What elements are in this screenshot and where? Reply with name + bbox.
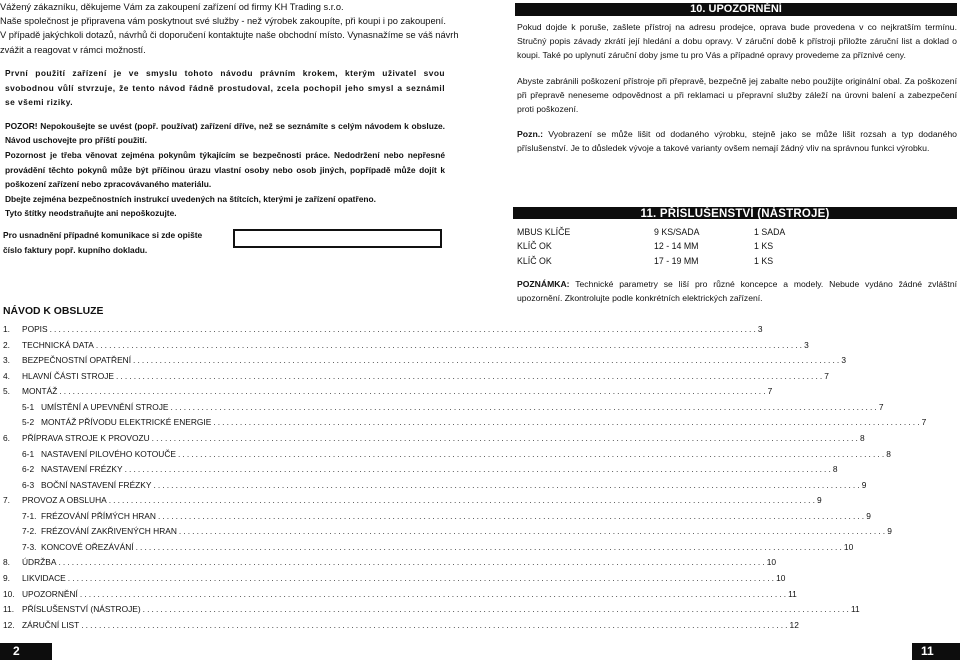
toc-item[interactable] xyxy=(3,540,854,556)
toc-item-number: 6-2 xyxy=(22,464,35,475)
toc-item[interactable] xyxy=(3,555,777,571)
toc-dot-leader: ................................................................................................................................................................ xyxy=(124,464,833,475)
toc-item-label: BOČNÍ NASTAVENÍ FRÉZKY xyxy=(41,479,152,490)
toc-item[interactable] xyxy=(3,462,838,478)
table-cell: 1 SADA xyxy=(754,227,786,237)
toc-item-label: TECHNICKÁ DATA xyxy=(22,339,94,350)
first-use-statement: První použití zařízení je ve smyslu tohoto návodu právním krokem, kterým uživatel svou svobodnou vůlí stvrzuje, že tento návod řádně prostudoval, zcela pochopil jeho smysl a seznámil se všemi riziky. xyxy=(5,68,445,108)
toc-item-page: 12 xyxy=(789,619,799,630)
intro-text xyxy=(0,0,460,57)
toc-item-page: 9 xyxy=(861,479,867,490)
toc-item-label: FRÉZOVÁNÍ PŘÍMÝCH HRAN xyxy=(41,510,156,521)
toc-item-page: 7 xyxy=(921,417,927,428)
toc-dot-leader: ................................................................................................................................................................ xyxy=(177,448,887,459)
toc-item[interactable] xyxy=(3,602,860,618)
toc-item[interactable] xyxy=(3,400,884,416)
toc-dot-leader: ................................................................................................................................................................ xyxy=(59,386,768,397)
toc-item-number: 7-3. xyxy=(22,541,37,552)
toc-dot-leader: ................................................................................................................................................................ xyxy=(108,495,818,506)
toc-dot-leader: ................................................................................................................................................................ xyxy=(67,573,777,583)
table-cell: 1 KS xyxy=(754,255,774,266)
toc-item-number: 11. xyxy=(3,604,15,615)
upozorneni-text xyxy=(517,20,957,167)
table-cell: 1 KS xyxy=(754,241,774,252)
toc-item-number: 7. xyxy=(3,495,10,506)
toc-dot-leader: ................................................................................................................................................................ xyxy=(81,619,790,630)
toc-dot-leader: ................................................................................................................................................................ xyxy=(135,541,844,552)
toc-item[interactable] xyxy=(3,524,892,540)
toc-item-number: 5-1 xyxy=(22,401,35,412)
invoice-label: Pro usnadnění případné komunikace si zde opište číslo faktury popř. kupního dokladu. xyxy=(3,230,203,255)
attention-warning: Pozornost je třeba věnovat zejména pokynům týkajícím se bezpečnosti práce. Nedodržení nebo nepřesné provádění těchto pokynů může být příčinou úrazu vlastní osoby nebo osob jiných, popřípadě může dojít k poškození zařízení nebo zpracovávaného materiálu. xyxy=(5,149,445,190)
intro-line: zvážit a reagovat v rámci možností. xyxy=(0,44,146,55)
invoice-number-box[interactable] xyxy=(233,229,442,248)
section-heading-accessories: 11. PŘÍSLUŠENSTVÍ (NÁSTROJE) xyxy=(513,207,957,219)
toc-item-label: LIKVIDACE xyxy=(22,573,66,583)
toc-item-number: 8. xyxy=(3,557,10,568)
toc-item[interactable] xyxy=(3,571,786,587)
page-number-left: 2 xyxy=(0,643,52,660)
note-paragraph xyxy=(517,127,957,155)
toc-dot-leader: ................................................................................................................................................................ xyxy=(142,604,851,615)
toc-dot-leader: ................................................................................................................................................................ xyxy=(153,479,862,490)
toc-item[interactable] xyxy=(3,384,773,400)
note-text: Vyobrazení se může lišit od dodaného výrobku, stejně jako se může lišit rozsah a typ dodaného příslušenství. Je to důsledek vývoje a takové varianty ovšem nemají žádný vliv na správnou funkci výrobku. xyxy=(517,129,957,154)
table-row xyxy=(517,225,785,239)
toc-item-number: 3. xyxy=(3,355,10,366)
toc-item-number: 6-3 xyxy=(22,479,35,490)
toc-item-label: NASTAVENÍ PILOVÉHO KOTOUČE xyxy=(41,448,176,459)
toc-item[interactable] xyxy=(3,353,847,369)
table-row xyxy=(517,239,785,253)
toc-dot-leader: ................................................................................................................................................................ xyxy=(49,324,758,334)
note-text: Technické parametry se liší pro různé koncepce a modely. Nebude vydáno žádné zvláštní upozornění. Zkontrolujte podle konkrétních elektrických zařízení. xyxy=(517,279,957,304)
section-heading-upozorneni: 10. UPOZORNĚNÍ xyxy=(515,3,957,16)
toc-item-page: 7 xyxy=(824,370,829,381)
toc-item-page: 9 xyxy=(887,526,892,537)
toc-dot-leader: ................................................................................................................................................................ xyxy=(79,588,789,599)
toc-item-number: 2. xyxy=(3,339,10,350)
toc-item-number: 10. xyxy=(3,588,15,599)
toc-item-number: 9. xyxy=(3,573,10,583)
toc-item-number: 5. xyxy=(3,386,10,397)
toc-item[interactable] xyxy=(3,493,822,509)
toc-item-label: KONCOVÉ OŘEZÁVÁNÍ xyxy=(41,541,134,552)
toc-item-page: 7 xyxy=(767,386,773,397)
toc-item-page: 8 xyxy=(832,464,838,475)
accessories-table xyxy=(517,225,785,268)
toc-item-number: 7-2. xyxy=(22,526,37,537)
table-row xyxy=(517,254,785,268)
table-of-contents xyxy=(3,322,927,633)
intro-line: V případě jakýchkoli dotazů, návrhů či doporučení kontaktujte naše obchodní místo. Vynasnažíme se váš návrh xyxy=(0,30,459,41)
toc-item[interactable] xyxy=(3,509,871,525)
toc-dot-leader: ................................................................................................................................................................ xyxy=(151,432,860,443)
toc-item[interactable] xyxy=(3,338,809,354)
labels-warning: Tyto štítky neodstraňujte ani nepoškozujte. xyxy=(5,208,177,219)
toc-item-label: PROVOZ A OBSLUHA xyxy=(22,495,107,506)
toc-item-page: 3 xyxy=(804,339,809,350)
intro-line: Naše společnost je připravena vám poskytnout své služby - než výrobek zakoupíte, při koupi i po zakoupení. xyxy=(0,16,446,27)
toc-item-label: FRÉZOVÁNÍ ZAKŘIVENÝCH HRAN xyxy=(41,526,177,537)
toc-dot-leader: ................................................................................................................................................................ xyxy=(58,557,767,568)
toc-item-label: BEZPEČNOSTNÍ OPATŘENÍ xyxy=(22,355,132,366)
toc-item-label: MONTÁŽ xyxy=(22,386,58,397)
toc-item-page: 10 xyxy=(766,557,777,568)
table-cell: MBUS KLÍČE xyxy=(517,227,571,237)
toc-item-number: 5-2 xyxy=(22,417,35,428)
toc-item-number: 4. xyxy=(3,370,10,381)
toc-item[interactable] xyxy=(3,322,763,338)
toc-dot-leader: ................................................................................................................................................................ xyxy=(133,355,842,366)
toc-item-page: 11 xyxy=(850,604,860,615)
toc-item-label: HLAVNÍ ČÁSTI STROJE xyxy=(22,370,114,381)
toc-item-label: UMÍSTĚNÍ A UPEVNĚNÍ STROJE xyxy=(41,401,169,412)
toc-item-page: 11 xyxy=(788,588,797,599)
toc-item-label: PŘÍPRAVA STROJE K PROVOZU xyxy=(22,432,150,443)
table-cell: KLÍČ OK xyxy=(517,241,552,252)
toc-item-page: 3 xyxy=(757,324,763,334)
toc-item[interactable] xyxy=(3,587,797,603)
note-label: POZNÁMKA: xyxy=(517,279,570,289)
toc-item-page: 10 xyxy=(843,541,854,552)
toc-item-page: 3 xyxy=(841,355,847,366)
toc-item[interactable] xyxy=(3,369,829,385)
toc-dot-leader: ................................................................................................................................................................ xyxy=(157,510,867,521)
note-label: Pozn.: xyxy=(517,129,544,140)
toc-item[interactable] xyxy=(3,618,799,634)
toc-item-page: 7 xyxy=(878,401,884,412)
table-cell: 12 - 14 MM xyxy=(654,241,699,252)
toc-item-page: 10 xyxy=(776,573,786,583)
toc-item-page: 8 xyxy=(886,448,891,459)
toc-item[interactable] xyxy=(3,478,867,494)
paragraph: Abyste zabránili poškození přístroje při přepravě, bezpečně jej zabalte nebo použijte originální obal. Za poškození při přepravě neneseme odpovědnost a při reklamaci u přepravní služby záleží na úrovni balení a zabezpečení proti poškození. xyxy=(517,75,957,115)
toc-item[interactable] xyxy=(3,415,927,431)
paragraph: Pokud dojde k poruše, zašlete přístroj na adresu prodejce, oprava bude provedena v co nejkratším termínu. Stručný popis závady zkrátí její hledání a dobu opravy. V záruční době k přístroji přiložte záruční list a doklad o koupi. Také po uplynutí záruční doby jsme tu pro Vás a případné opravy provedeme za příznivé ceny. xyxy=(517,22,957,61)
toc-item-number: 6-1 xyxy=(22,448,35,459)
toc-item[interactable] xyxy=(3,447,891,463)
toc-item-page: 8 xyxy=(859,432,865,443)
instructions-warning: Dbejte zejména bezpečnostních instrukcí uvedených na štítcích, kterými je zařízení opatřeno. xyxy=(5,193,376,204)
intro-line: Vážený zákazníku, děkujeme Vám za zakoupení zařízení od firmy KH Trading s.r.o. xyxy=(0,2,344,12)
table-cell: 9 KS/SADA xyxy=(654,227,700,237)
toc-item-number: 1. xyxy=(3,324,10,334)
toc-item-label: NASTAVENÍ FRÉZKY xyxy=(41,464,123,475)
toc-item-number: 6. xyxy=(3,432,10,443)
toc-dot-leader: ................................................................................................................................................................ xyxy=(213,417,922,428)
safety-warnings xyxy=(5,66,445,221)
toc-item-label: UPOZORNĚNÍ xyxy=(22,588,78,599)
table-cell: 17 - 19 MM xyxy=(654,255,699,266)
toc-item-number: 7-1. xyxy=(22,510,37,521)
toc-item-page: 9 xyxy=(866,510,871,521)
toc-item-page: 9 xyxy=(817,495,822,506)
toc-item-label: ÚDRŽBA xyxy=(22,557,57,568)
toc-item-label: MONTÁŽ PŘÍVODU ELEKTRICKÉ ENERGIE xyxy=(41,417,212,428)
toc-title: NÁVOD K OBSLUZE xyxy=(3,306,104,317)
accessories-note xyxy=(517,277,957,305)
toc-item[interactable] xyxy=(3,431,865,447)
toc-dot-leader: ................................................................................................................................................................ xyxy=(170,401,879,412)
toc-dot-leader: ................................................................................................................................................................ xyxy=(95,339,805,350)
toc-item-number: 12. xyxy=(3,619,15,630)
toc-item-label: POPIS xyxy=(22,324,48,334)
toc-dot-leader: ................................................................................................................................................................ xyxy=(116,370,825,381)
toc-dot-leader: ................................................................................................................................................................ xyxy=(178,526,888,537)
table-cell: KLÍČ OK xyxy=(517,255,552,266)
toc-item-label: ZÁRUČNÍ LIST xyxy=(22,619,80,630)
toc-item-label: PŘÍSLUŠENSTVÍ (NÁSTROJE) xyxy=(22,604,141,615)
pozor-warning: POZOR! Nepokoušejte se uvést (popř. používat) zařízení dříve, než se seznámíte s celým návodem k obsluze. Návod uschovejte pro příští použití. xyxy=(5,120,445,146)
page-number-right: 11 xyxy=(912,643,960,660)
